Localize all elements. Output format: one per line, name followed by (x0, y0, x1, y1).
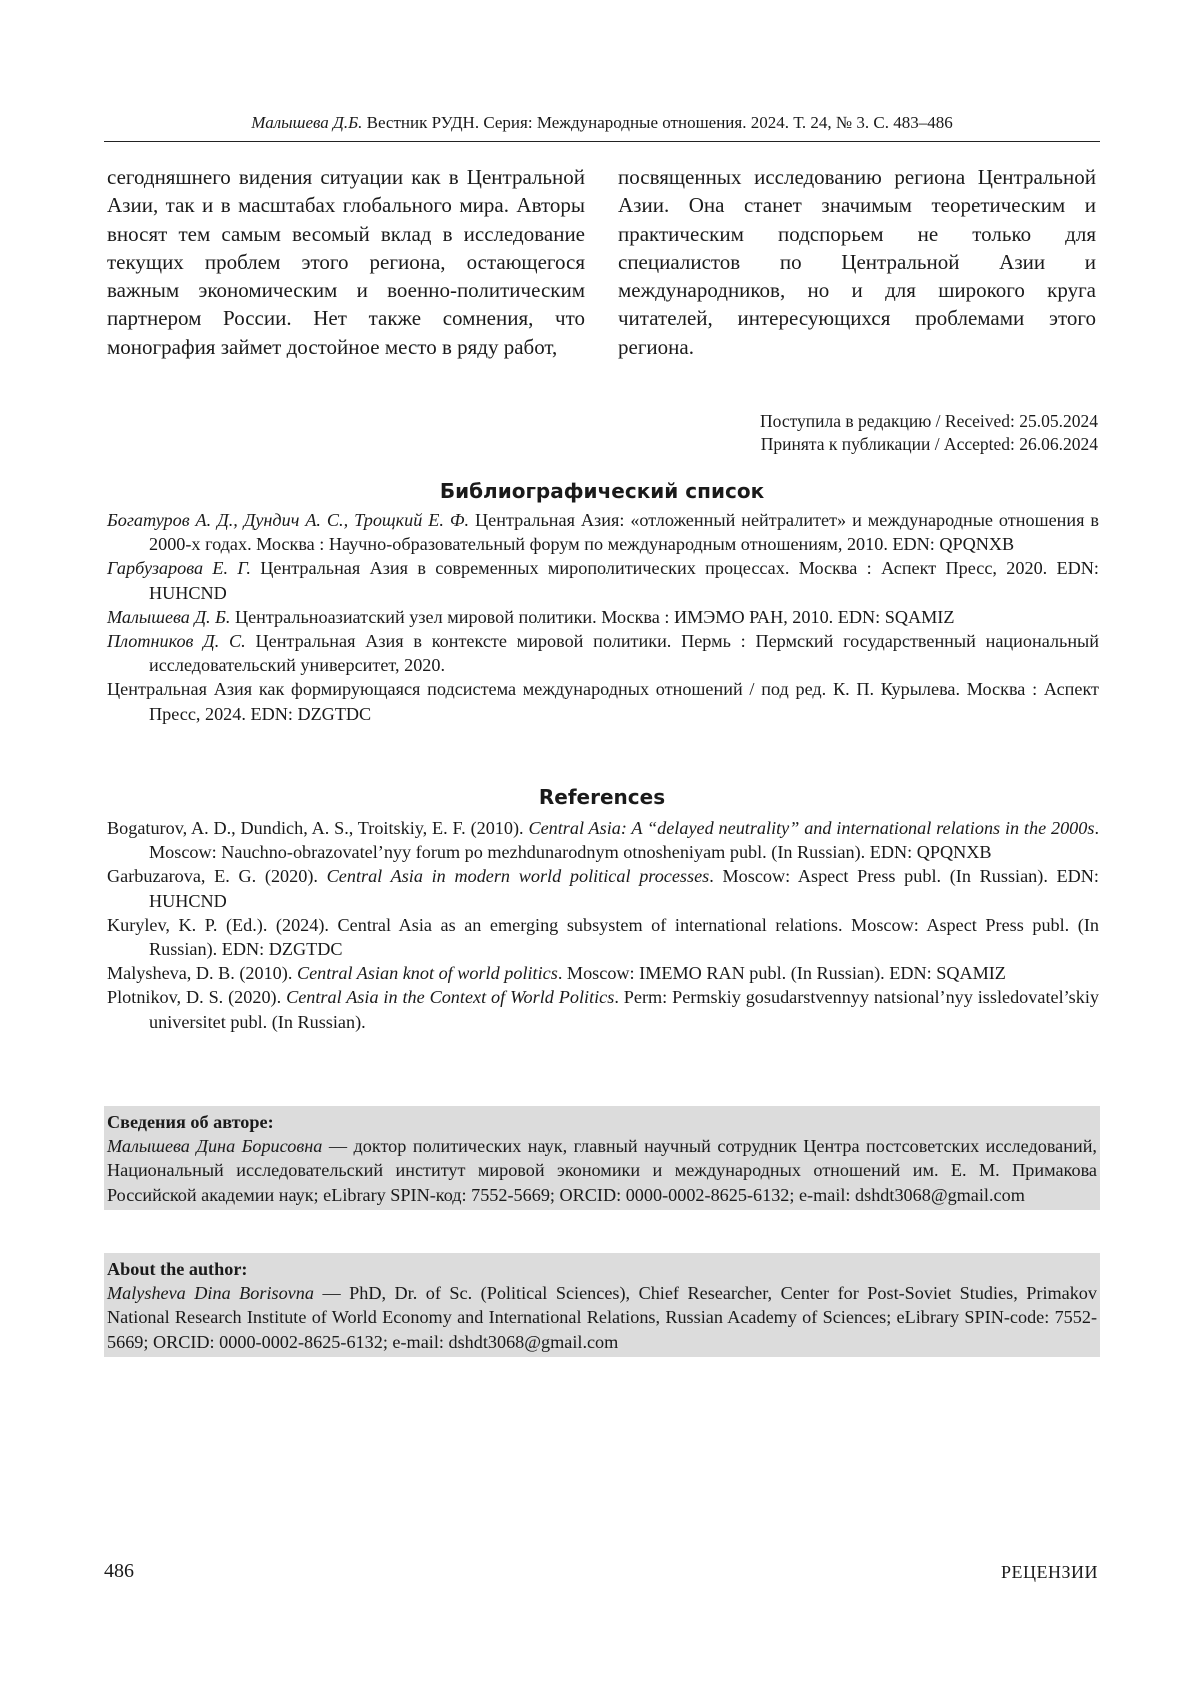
reference-item-pre: Garbuzarova, E. G. (2020). (107, 866, 327, 886)
author-details-en: — PhD, Dr. of Sc. (Political Sciences), Chief Researcher, Center for Post-Soviet Studies, Primakov National Research Institute of World Economy and International Relations, Russian Academy of Sciences; eLibrary SPIN-code: 7552-5669; ORCID: 0000-0002-8625-6132; e-mail: dshdt3068@gmail.com (107, 1283, 1097, 1351)
bibliography-item-authors: Богатуров А. Д., Дундич А. С., Трощкий Е. Ф. (107, 510, 469, 530)
reference-item-pre: Malysheva, D. B. (2010). (107, 963, 297, 983)
bibliography-item (107, 508, 1099, 556)
reference-item (107, 913, 1099, 961)
received-date: Поступила в редакцию / Received: 25.05.2024 (600, 410, 1098, 433)
author-info-en (104, 1253, 1100, 1357)
body-column-right: посвященных исследованию региона Цен­тральной Азии. Она станет значимым теорети­ческим и практическим подспорьем не только для специалистов по Центральной Азии и международников, но и для широкого круга читателей, интересующихся проблемами этого региона. (618, 163, 1096, 361)
reference-item-title: Central Asia in modern world political processes (327, 866, 710, 886)
reference-item-title: Central Asian knot of world politics (297, 963, 558, 983)
reference-item-pre: Bogaturov, A. D., Dundich, A. S., Troitskiy, E. F. (2010). (107, 818, 528, 838)
running-head (104, 112, 1100, 134)
author-details-ru: — доктор политических наук, главный научный сотрудник Центра постсоветских исследований, Национальный исследовательский институт мировой экономики и международных отношений им. Е. М. Примакова Российской академии наук; eLibrary SPIN-код: 7552-5669; ORCID: 0000-0002-8625-6132; e-mail: dshdt3068@gmail.com (107, 1136, 1097, 1204)
bibliography-item (107, 605, 1099, 629)
header-rule (104, 141, 1100, 142)
bibliography-item-text: Центральная Азия: «отложенный нейтралитет» и междунаро­дные отношения в 2000-х годах. Москва : Научно-образовательный форум по международным отноше­ниям, 2010. EDN: QPQNXB (149, 510, 1099, 554)
running-head-journal: Вестник РУДН. Серия: Международные отношения. 2024. Т. 24, № 3. С. 483–486 (367, 113, 953, 132)
reference-item-post: . Moscow: Nauchno-obrazovatel’nyy forum po mezhdunarodnym otnosheniyam publ. (In Russian). EDN: QPQNXB (149, 818, 1099, 862)
bibliography-item (107, 629, 1099, 677)
body-column-left: сегодняшнего видения ситуации как в Цен­тральной Азии, так и в масштабах глобального мира. Авторы вносят тем самым весомый вклад в исследование текущих проблем этого региона, остающегося важным экономиче­ским и военно-политическим партнером Рос­сии. Нет также сомнения, что монография займет достойное место в ряду работ, (107, 163, 585, 361)
submission-dates (600, 410, 1098, 456)
reference-item-post: . Moscow: IMEMO RAN publ. (In Russian). EDN: SQAMIZ (558, 963, 1006, 983)
bibliography-item (107, 556, 1099, 604)
section-label: РЕЦЕНЗИИ (1001, 1562, 1098, 1583)
reference-item-title: Central Asia: A “delayed neutrality” and international relations in the 2000s (528, 818, 1094, 838)
page-number: 486 (104, 1560, 134, 1583)
bibliography-item-text: Центральная Азия в современных миро­политических процессах. Москва : Аспект Пресс, 2020. EDN: HUHCND (149, 558, 1099, 602)
accepted-date: Принята к публикации / Accepted: 26.06.2024 (600, 433, 1098, 456)
reference-item-pre: Kurylev, K. P. (Ed.). (2024). Central Asia as an emerging subsystem of international relations. Moscow: Aspect Press publ. (In Russian). EDN: DZGTDC (107, 915, 1099, 959)
author-info-en-heading: About the author: (107, 1257, 1097, 1281)
reference-item (107, 864, 1099, 912)
reference-item-post: . Perm: Permskiy gosudarstvennyy natsional’nyy issledovatel’skiy universitet publ. (In Russian). (149, 987, 1099, 1031)
bibliography-title: Библиографический список (104, 478, 1100, 504)
bibliography-item (107, 677, 1099, 725)
bibliography-list (107, 508, 1099, 726)
author-info-en-body (107, 1281, 1097, 1354)
author-info-ru-body (107, 1134, 1097, 1207)
references-title: References (104, 784, 1100, 810)
bibliography-item-text: Центральная Азия в контексте мировой политики. Пермь : Пермский государственный наци­ональный исследовательский университет, 2020. (149, 631, 1099, 675)
bibliography-item-authors: Гарбузарова Е. Г. (107, 558, 251, 578)
reference-item-post: . Moscow: Aspect Press publ. (In Russian). EDN: HUHCND (149, 866, 1099, 910)
reference-item-title: Central Asia in the Context of World Politics (286, 987, 614, 1007)
bibliography-item-text: Центральная Азия как формирующаяся подсистема международных отношений / под ред. К. П. Курылева. Москва : Аспект Пресс, 2024. EDN: DZGTDC (107, 679, 1099, 723)
author-info-ru (104, 1106, 1100, 1210)
running-head-author: Малышева Д.Б. (251, 113, 362, 132)
references-list (107, 816, 1099, 1034)
reference-item (107, 816, 1099, 864)
bibliography-item-authors: Малышева Д. Б. (107, 607, 230, 627)
author-info-ru-heading: Сведения об авторе: (107, 1110, 1097, 1134)
bibliography-item-authors: Плотников Д. С. (107, 631, 246, 651)
reference-item (107, 985, 1099, 1033)
author-name-en: Malysheva Dina Borisovna (107, 1283, 314, 1303)
author-name-ru: Малышева Дина Борисовна (107, 1136, 322, 1156)
reference-item-pre: Plotnikov, D. S. (2020). (107, 987, 286, 1007)
reference-item (107, 961, 1099, 985)
bibliography-item-text: Центральноазиатский узел мировой политики. Москва : ИМЭМО РАН, 2010. EDN: SQAMIZ (230, 607, 954, 627)
